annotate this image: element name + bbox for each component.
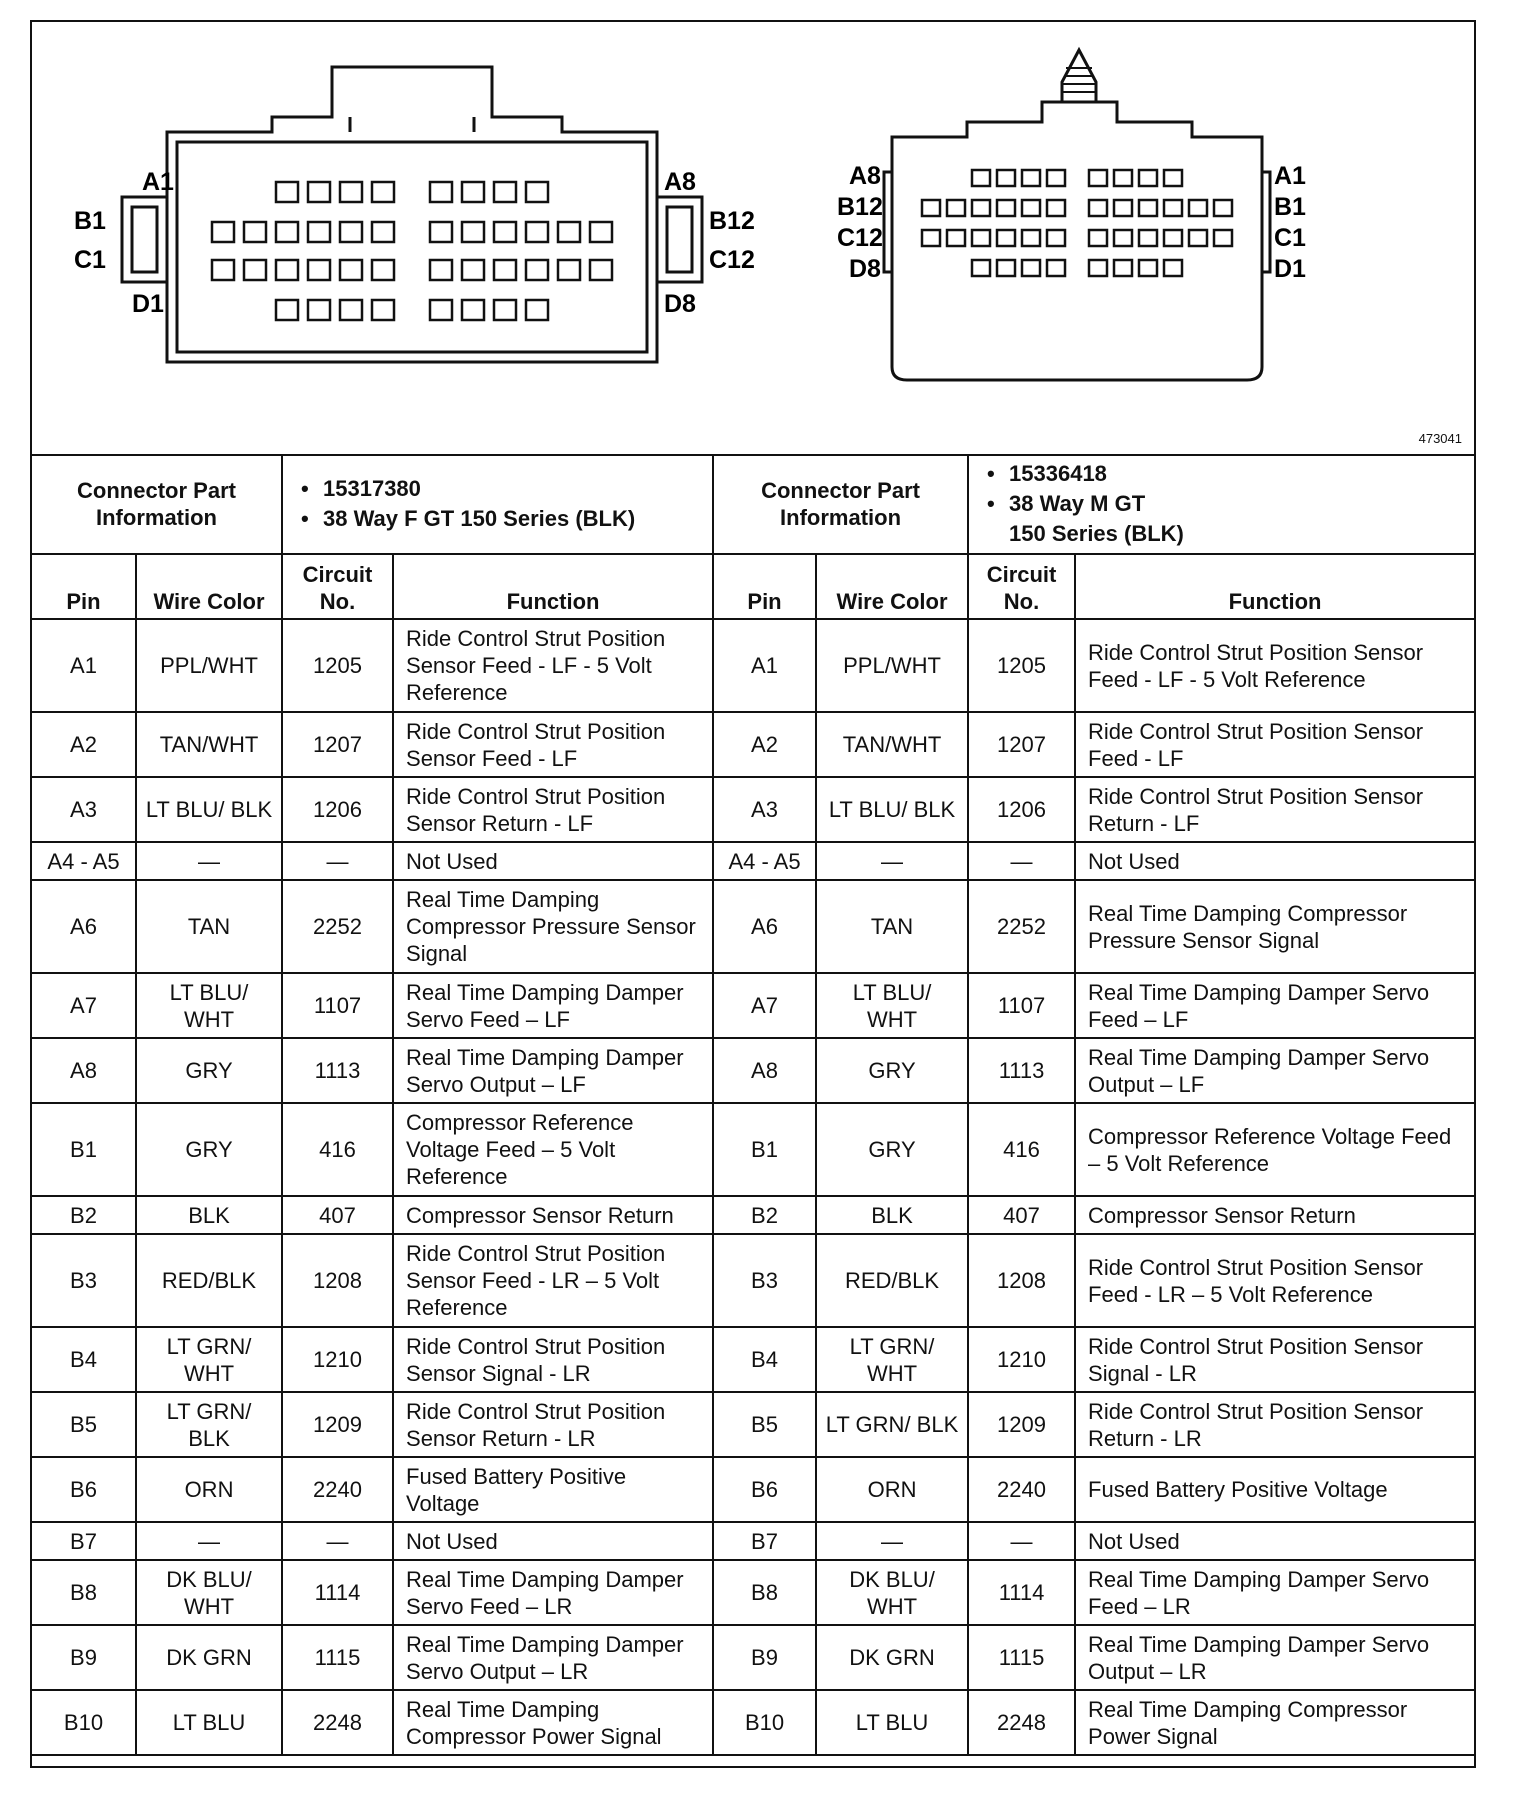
female-pin-cavity: [430, 300, 452, 320]
pin-cell-right: A6: [713, 880, 816, 973]
male-label-b1: B1: [1274, 193, 1306, 221]
function-cell-right: Real Time Damping Damper Servo Feed – LF: [1075, 973, 1474, 1038]
circuit-cell-left: 1206: [282, 777, 393, 842]
circuit-cell-left: 1208: [282, 1234, 393, 1327]
right-info-label: Connector Part Information: [713, 454, 968, 554]
male-pin-cavity: [1047, 230, 1065, 246]
female-pin-cavity: [308, 182, 330, 202]
female-pin-cavity: [430, 222, 452, 242]
male-pin-cavity: [1189, 230, 1207, 246]
pin-cell-right: B3: [713, 1234, 816, 1327]
circuit-cell-left: 2252: [282, 880, 393, 973]
pin-cell-right: B10: [713, 1690, 816, 1755]
female-pin-cavity: [372, 300, 394, 320]
function-cell-right: Ride Control Strut Position Sensor Feed - LF - 5 Volt Reference: [1075, 619, 1474, 712]
female-pin-cavity: [430, 182, 452, 202]
circuit-cell-left: 1114: [282, 1560, 393, 1625]
female-pin-cavity: [462, 222, 484, 242]
male-pin-cavity: [1139, 200, 1157, 216]
female-label-a1: A1: [142, 168, 174, 196]
function-cell-left: Ride Control Strut Position Sensor Signal - LR: [393, 1327, 713, 1392]
pin-cell-right: B6: [713, 1457, 816, 1522]
male-label-b12: B12: [837, 193, 883, 221]
left-part-description: • 38 Way F GT 150 Series (BLK): [323, 504, 704, 534]
wire-color-cell-right: PPL/WHT: [816, 619, 968, 712]
female-pin-cavity: [372, 182, 394, 202]
wire-color-cell-right: —: [816, 842, 968, 880]
function-cell-right: Compressor Reference Voltage Feed – 5 Volt Reference: [1075, 1103, 1474, 1196]
wire-color-cell-right: ORN: [816, 1457, 968, 1522]
pin-cell-left: B9: [32, 1625, 136, 1690]
header-pin-right: Pin: [713, 554, 816, 619]
circuit-cell-right: 1206: [968, 777, 1075, 842]
circuit-cell-right: 1113: [968, 1038, 1075, 1103]
circuit-cell-right: 416: [968, 1103, 1075, 1196]
male-pin-cavity: [922, 230, 940, 246]
table-row: [32, 1103, 1474, 1196]
wire-color-cell-right: LT BLU/ WHT: [816, 973, 968, 1038]
female-pin-cavity: [244, 222, 266, 242]
wire-color-cell-left: —: [136, 842, 282, 880]
male-label-d8: D8: [849, 255, 881, 283]
male-pin-cavity: [997, 200, 1015, 216]
connector-diagram: [32, 22, 1474, 454]
wire-color-cell-right: GRY: [816, 1038, 968, 1103]
male-pin-cavity: [1089, 230, 1107, 246]
pin-cell-left: B8: [32, 1560, 136, 1625]
pin-cell-right: B1: [713, 1103, 816, 1196]
wire-color-cell-right: BLK: [816, 1196, 968, 1234]
female-pin-cavity: [276, 300, 298, 320]
table-row: [32, 1625, 1474, 1690]
male-pin-cavity: [1164, 200, 1182, 216]
header-function-left: Function: [393, 554, 713, 619]
pin-cell-left: B4: [32, 1327, 136, 1392]
wire-color-cell-left: LT BLU/ WHT: [136, 973, 282, 1038]
wire-color-cell-left: RED/BLK: [136, 1234, 282, 1327]
male-pin-cavity: [1114, 200, 1132, 216]
male-pin-cavity: [1164, 260, 1182, 276]
circuit-cell-right: 407: [968, 1196, 1075, 1234]
female-pin-cavity: [558, 260, 580, 280]
wire-color-cell-right: DK GRN: [816, 1625, 968, 1690]
wire-color-cell-left: DK GRN: [136, 1625, 282, 1690]
male-pin-cavity: [1022, 230, 1040, 246]
female-pin-cavities: [212, 182, 612, 320]
pin-cell-left: B3: [32, 1234, 136, 1327]
female-label-c12: C12: [709, 246, 755, 274]
pin-cell-right: A7: [713, 973, 816, 1038]
female-pin-cavity: [212, 222, 234, 242]
circuit-cell-left: —: [282, 1522, 393, 1560]
header-wire-color-left: Wire Color: [136, 554, 282, 619]
pin-cell-left: A3: [32, 777, 136, 842]
female-pin-cavity: [372, 260, 394, 280]
male-pin-cavity: [1214, 200, 1232, 216]
wire-color-cell-left: GRY: [136, 1038, 282, 1103]
table-row: [32, 1327, 1474, 1392]
function-cell-right: Ride Control Strut Position Sensor Return - LR: [1075, 1392, 1474, 1457]
female-pin-cavity: [308, 260, 330, 280]
male-pin-cavity: [997, 230, 1015, 246]
right-info-values: [968, 454, 1474, 554]
pin-cell-right: B2: [713, 1196, 816, 1234]
wire-color-cell-left: LT BLU/ BLK: [136, 777, 282, 842]
wire-color-cell-left: GRY: [136, 1103, 282, 1196]
female-pin-cavity: [276, 260, 298, 280]
pin-cell-left: B2: [32, 1196, 136, 1234]
male-pin-cavity: [997, 260, 1015, 276]
circuit-cell-left: 1207: [282, 712, 393, 777]
pin-cell-right: B4: [713, 1327, 816, 1392]
male-pin-cavity: [1114, 230, 1132, 246]
pin-cell-right: A8: [713, 1038, 816, 1103]
pin-cell-left: A1: [32, 619, 136, 712]
female-pin-cavity: [494, 182, 516, 202]
wire-color-cell-left: —: [136, 1522, 282, 1560]
right-part-description: [1009, 489, 1466, 549]
table-row: [32, 842, 1474, 880]
male-pin-cavity: [1164, 230, 1182, 246]
wire-color-cell-left: ORN: [136, 1457, 282, 1522]
table-row: [32, 1690, 1474, 1755]
female-label-a8: A8: [664, 168, 696, 196]
wire-color-cell-right: —: [816, 1522, 968, 1560]
circuit-cell-left: 407: [282, 1196, 393, 1234]
table-row: [32, 712, 1474, 777]
header-function-right: Function: [1075, 554, 1474, 619]
female-pin-cavity: [244, 260, 266, 280]
female-label-b12: B12: [709, 207, 755, 235]
pinout-table: [32, 454, 1474, 1756]
male-label-c1: C1: [1274, 224, 1306, 252]
female-pin-cavity: [462, 182, 484, 202]
wire-color-cell-left: TAN/WHT: [136, 712, 282, 777]
female-pin-cavity: [430, 260, 452, 280]
connector-info-row: [32, 454, 1474, 554]
female-pin-cavity: [494, 300, 516, 320]
pin-cell-right: A3: [713, 777, 816, 842]
table-row: [32, 880, 1474, 973]
function-cell-left: Compressor Sensor Return: [393, 1196, 713, 1234]
function-cell-left: Not Used: [393, 842, 713, 880]
female-pin-cavity: [590, 222, 612, 242]
female-pin-cavity: [340, 300, 362, 320]
female-pin-cavity: [462, 300, 484, 320]
right-part-number: • 15336418: [1009, 459, 1466, 489]
table-row: [32, 777, 1474, 842]
female-pin-cavity: [276, 182, 298, 202]
female-label-b1: B1: [74, 207, 106, 235]
female-pin-cavity: [276, 222, 298, 242]
circuit-cell-right: 1210: [968, 1327, 1075, 1392]
male-connector-drawing: [884, 50, 1270, 380]
female-pin-cavity: [526, 222, 548, 242]
header-wire-color-right: Wire Color: [816, 554, 968, 619]
function-cell-left: Not Used: [393, 1522, 713, 1560]
male-pin-cavity: [947, 200, 965, 216]
male-pin-cavity: [972, 260, 990, 276]
function-cell-left: Ride Control Strut Position Sensor Return - LF: [393, 777, 713, 842]
female-pin-cavity: [526, 260, 548, 280]
pin-cell-left: B7: [32, 1522, 136, 1560]
circuit-cell-right: 2240: [968, 1457, 1075, 1522]
function-cell-left: Ride Control Strut Position Sensor Feed - LR – 5 Volt Reference: [393, 1234, 713, 1327]
circuit-cell-left: 1205: [282, 619, 393, 712]
function-cell-left: Real Time Damping Damper Servo Feed – LF: [393, 973, 713, 1038]
male-pin-cavity: [1047, 200, 1065, 216]
circuit-cell-right: 1208: [968, 1234, 1075, 1327]
circuit-cell-left: 1113: [282, 1038, 393, 1103]
function-cell-right: Real Time Damping Damper Servo Output – LR: [1075, 1625, 1474, 1690]
function-cell-left: Ride Control Strut Position Sensor Return - LR: [393, 1392, 713, 1457]
table-row: [32, 1392, 1474, 1457]
pin-cell-right: B9: [713, 1625, 816, 1690]
female-pin-cavity: [462, 260, 484, 280]
circuit-cell-left: 2240: [282, 1457, 393, 1522]
female-pin-cavity: [372, 222, 394, 242]
male-pin-cavity: [997, 170, 1015, 186]
circuit-cell-left: 1115: [282, 1625, 393, 1690]
female-pin-cavity: [494, 260, 516, 280]
pin-cell-left: A6: [32, 880, 136, 973]
female-label-d1: D1: [132, 290, 164, 318]
table-row: [32, 1522, 1474, 1560]
female-label-d8: D8: [664, 290, 696, 318]
female-connector-drawing: [122, 67, 702, 362]
right-part-description-line1: 38 Way M GT: [1009, 490, 1146, 516]
table-row: [32, 1560, 1474, 1625]
function-cell-left: Ride Control Strut Position Sensor Feed - LF - 5 Volt Reference: [393, 619, 713, 712]
circuit-cell-right: 2248: [968, 1690, 1075, 1755]
wire-color-cell-right: LT GRN/ BLK: [816, 1392, 968, 1457]
male-pin-cavity: [1139, 260, 1157, 276]
function-cell-left: Real Time Damping Damper Servo Output – LF: [393, 1038, 713, 1103]
connector-diagram-panel: [32, 22, 1474, 456]
female-pin-cavity: [494, 222, 516, 242]
male-label-c12: C12: [837, 224, 883, 252]
female-pin-cavity: [308, 222, 330, 242]
table-row: [32, 1038, 1474, 1103]
function-cell-right: Fused Battery Positive Voltage: [1075, 1457, 1474, 1522]
connector-sheet: [30, 20, 1476, 1768]
circuit-cell-right: —: [968, 1522, 1075, 1560]
female-pin-cavity: [308, 300, 330, 320]
wire-color-cell-left: DK BLU/ WHT: [136, 1560, 282, 1625]
right-part-description-line2: 150 Series (BLK): [1009, 520, 1184, 546]
circuit-cell-left: —: [282, 842, 393, 880]
function-cell-right: Real Time Damping Compressor Pressure Sensor Signal: [1075, 880, 1474, 973]
pin-cell-right: A1: [713, 619, 816, 712]
figure-id: 473041: [1418, 431, 1462, 446]
male-pin-cavity: [1022, 170, 1040, 186]
header-circuit-left: Circuit No.: [282, 554, 393, 619]
circuit-cell-right: 2252: [968, 880, 1075, 973]
female-pin-cavity: [590, 260, 612, 280]
pin-cell-left: A7: [32, 973, 136, 1038]
function-cell-right: Compressor Sensor Return: [1075, 1196, 1474, 1234]
male-pin-cavity: [1139, 230, 1157, 246]
table-row: [32, 1196, 1474, 1234]
male-pin-cavity: [1047, 170, 1065, 186]
function-cell-right: Not Used: [1075, 842, 1474, 880]
left-info-values: [282, 454, 713, 554]
male-label-d1: D1: [1274, 255, 1306, 283]
male-pin-cavity: [1022, 200, 1040, 216]
function-cell-right: Ride Control Strut Position Sensor Feed - LF: [1075, 712, 1474, 777]
male-pin-cavities: [922, 170, 1232, 276]
wire-color-cell-left: LT GRN/ BLK: [136, 1392, 282, 1457]
circuit-cell-right: 1115: [968, 1625, 1075, 1690]
function-cell-left: Real Time Damping Compressor Power Signal: [393, 1690, 713, 1755]
wire-color-cell-right: GRY: [816, 1103, 968, 1196]
female-pin-cavity: [526, 300, 548, 320]
function-cell-left: Fused Battery Positive Voltage: [393, 1457, 713, 1522]
function-cell-right: Ride Control Strut Position Sensor Signal - LR: [1075, 1327, 1474, 1392]
male-pin-cavity: [1022, 260, 1040, 276]
function-cell-right: Real Time Damping Damper Servo Feed – LR: [1075, 1560, 1474, 1625]
pin-cell-left: A8: [32, 1038, 136, 1103]
male-pin-cavity: [1047, 260, 1065, 276]
circuit-cell-right: 1107: [968, 973, 1075, 1038]
wire-color-cell-right: LT BLU/ BLK: [816, 777, 968, 842]
male-label-a8: A8: [849, 162, 881, 190]
pin-cell-right: B7: [713, 1522, 816, 1560]
function-cell-right: Not Used: [1075, 1522, 1474, 1560]
wire-color-cell-right: DK BLU/ WHT: [816, 1560, 968, 1625]
pin-cell-right: B5: [713, 1392, 816, 1457]
wire-color-cell-right: TAN/WHT: [816, 712, 968, 777]
function-cell-left: Compressor Reference Voltage Feed – 5 Volt Reference: [393, 1103, 713, 1196]
function-cell-left: Ride Control Strut Position Sensor Feed - LF: [393, 712, 713, 777]
circuit-cell-left: 2248: [282, 1690, 393, 1755]
function-cell-left: Real Time Damping Damper Servo Output – LR: [393, 1625, 713, 1690]
pin-cell-left: B6: [32, 1457, 136, 1522]
female-pin-cavity: [340, 222, 362, 242]
male-pin-cavity: [947, 230, 965, 246]
circuit-cell-right: —: [968, 842, 1075, 880]
male-pin-cavity: [1089, 200, 1107, 216]
male-pin-cavity: [1089, 170, 1107, 186]
header-pin-left: Pin: [32, 554, 136, 619]
wire-color-cell-left: LT BLU: [136, 1690, 282, 1755]
circuit-cell-right: 1205: [968, 619, 1075, 712]
male-pin-cavity: [1189, 200, 1207, 216]
circuit-cell-right: 1114: [968, 1560, 1075, 1625]
left-part-number: • 15317380: [323, 474, 704, 504]
pin-cell-right: A2: [713, 712, 816, 777]
pin-cell-left: A4 - A5: [32, 842, 136, 880]
circuit-cell-left: 1107: [282, 973, 393, 1038]
female-label-c1: C1: [74, 246, 106, 274]
circuit-cell-left: 1210: [282, 1327, 393, 1392]
function-cell-left: Real Time Damping Compressor Pressure Sensor Signal: [393, 880, 713, 973]
table-header-row: [32, 554, 1474, 619]
female-pin-cavity: [340, 182, 362, 202]
wire-color-cell-left: BLK: [136, 1196, 282, 1234]
female-pin-cavity: [526, 182, 548, 202]
wire-color-cell-right: TAN: [816, 880, 968, 973]
pin-cell-right: B8: [713, 1560, 816, 1625]
table-row: [32, 1234, 1474, 1327]
wire-color-cell-left: PPL/WHT: [136, 619, 282, 712]
function-cell-right: Real Time Damping Damper Servo Output – LF: [1075, 1038, 1474, 1103]
female-pin-cavity: [558, 222, 580, 242]
wire-color-cell-right: RED/BLK: [816, 1234, 968, 1327]
pin-cell-right: A4 - A5: [713, 842, 816, 880]
male-pin-cavity: [922, 200, 940, 216]
wire-color-cell-left: TAN: [136, 880, 282, 973]
circuit-cell-left: 1209: [282, 1392, 393, 1457]
function-cell-left: Real Time Damping Damper Servo Feed – LR: [393, 1560, 713, 1625]
circuit-cell-right: 1207: [968, 712, 1075, 777]
pin-cell-left: B5: [32, 1392, 136, 1457]
wire-color-cell-right: LT GRN/ WHT: [816, 1327, 968, 1392]
table-row: [32, 973, 1474, 1038]
wire-color-cell-right: LT BLU: [816, 1690, 968, 1755]
male-pin-cavity: [972, 230, 990, 246]
function-cell-right: Ride Control Strut Position Sensor Feed - LR – 5 Volt Reference: [1075, 1234, 1474, 1327]
male-pin-cavity: [1214, 230, 1232, 246]
male-pin-cavity: [1164, 170, 1182, 186]
circuit-cell-right: 1209: [968, 1392, 1075, 1457]
pin-cell-left: A2: [32, 712, 136, 777]
female-pin-cavity: [340, 260, 362, 280]
function-cell-right: Real Time Damping Compressor Power Signal: [1075, 1690, 1474, 1755]
table-row: [32, 1457, 1474, 1522]
male-label-a1: A1: [1274, 162, 1306, 190]
male-pin-cavity: [1139, 170, 1157, 186]
wire-color-cell-left: LT GRN/ WHT: [136, 1327, 282, 1392]
pin-cell-left: B1: [32, 1103, 136, 1196]
male-pin-cavity: [1089, 260, 1107, 276]
header-circuit-right: Circuit No.: [968, 554, 1075, 619]
male-pin-cavity: [972, 200, 990, 216]
left-info-label: Connector Part Information: [32, 454, 282, 554]
function-cell-right: Ride Control Strut Position Sensor Return - LF: [1075, 777, 1474, 842]
male-pin-cavity: [1114, 260, 1132, 276]
circuit-cell-left: 416: [282, 1103, 393, 1196]
female-pin-cavity: [212, 260, 234, 280]
male-pin-cavity: [1114, 170, 1132, 186]
male-pin-cavity: [972, 170, 990, 186]
table-row: [32, 619, 1474, 712]
pin-cell-left: B10: [32, 1690, 136, 1755]
